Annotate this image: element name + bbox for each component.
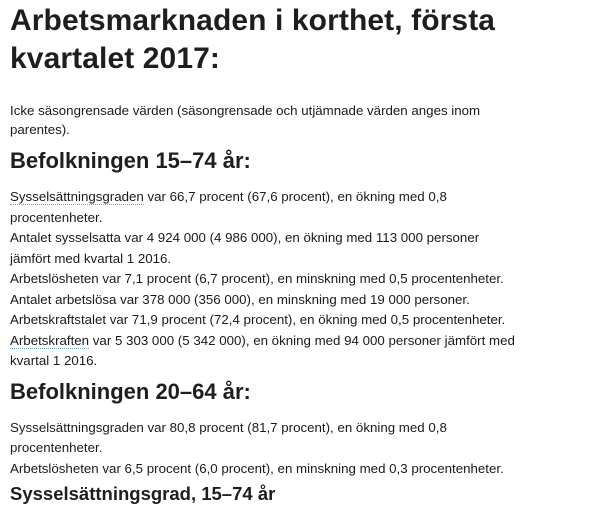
- unemployment-rate-line: Arbetslösheten var 7,1 procent (6,7 procent), en minskning med 0,5 procentenheter.: [10, 271, 504, 286]
- page-title-line-1: Arbetsmarknaden i korthet, första: [10, 4, 496, 37]
- section-heading-15-74: Befolkningen 15–74 år:: [10, 148, 251, 173]
- employment-rate-text: var 66,7 procent (67,6 procent), en ökning med 0,8: [143, 189, 447, 204]
- labour-force-line-cont: kvartal 1 2016.: [10, 353, 98, 368]
- employed-count-line-cont: jämfört med kvartal 1 2016.: [10, 250, 172, 266]
- employment-rate-20-64-line-cont: procentenheter.: [10, 440, 103, 455]
- employment-rate-20-64-line: Sysselsättningsgraden var 80,8 procent (81,7 procent), en ökning med 0,8: [10, 419, 447, 435]
- section-heading-employment-rate: Sysselsättningsgrad, 15–74 år: [10, 483, 276, 504]
- intro-line-2: parentes).: [10, 122, 70, 137]
- labour-force-text: var 5 303 000 (5 342 000), en ökning med 94 000 personer jämfört med: [89, 332, 515, 348]
- employment-rate-line-cont: procentenheter.: [10, 209, 103, 225]
- employment-rate-line: [10, 187, 598, 208]
- page-title-line-2: kvartalet 2017:: [10, 42, 220, 75]
- section-heading-20-64: Befolkningen 20–64 år:: [10, 378, 251, 404]
- article: [10, 0, 598, 505]
- employment-rate-term-link[interactable]: Sysselsättningsgraden: [10, 189, 144, 204]
- labour-force-rate-line: Arbetskraftstalet var 71,9 procent (72,4 procent), en ökning med 0,5 procentenheter.: [10, 312, 506, 327]
- unemployed-count-line: Antalet arbetslösa var 378 000 (356 000), en minskning med 19 000 personer.: [10, 291, 470, 307]
- unemployment-rate-20-64-line: Arbetslösheten var 6,5 procent (6,0 procent), en minskning med 0,3 procentenheter.: [10, 460, 504, 476]
- section-20-64-body: [10, 418, 598, 480]
- intro-paragraph: [10, 101, 598, 139]
- page-title: [10, 0, 598, 78]
- employed-count-line: Antalet sysselsatta var 4 924 000 (4 986 000), en ökning med 113 000 personer: [10, 230, 480, 245]
- section-15-74-body: [10, 187, 598, 372]
- intro-line-1: Icke säsongrensade värden (säsongrensade och utjämnade värden anges inom: [10, 103, 481, 118]
- labour-force-term-link[interactable]: Arbetskraften: [10, 332, 90, 348]
- labour-force-line: [10, 331, 598, 352]
